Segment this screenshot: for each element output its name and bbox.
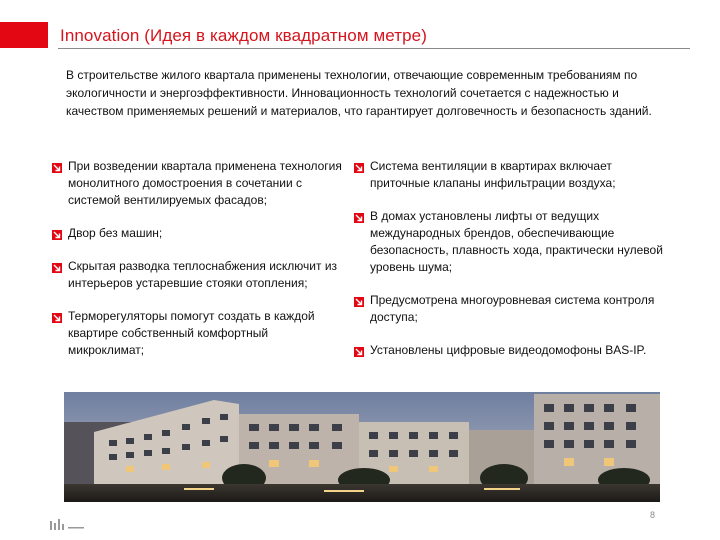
page-title: Innovation (Идея в каждом квадратном метре) — [60, 26, 427, 45]
title-divider — [58, 48, 690, 49]
arrow-down-right-icon — [52, 313, 62, 323]
arrow-down-right-icon — [52, 263, 62, 273]
intro-paragraph: В строительстве жилого квартала применены технологии, отвечающие современным требованиям по экологичности и энергоэффективности. Инновационность технологий сочетается с надежностью и качеством применяемых решений и материалов, что гарантирует долговечность и безопасность зданий. — [66, 68, 652, 118]
bullet-item — [354, 292, 664, 326]
bullet-text: В домах установлены лифты от ведущих международных брендов, обеспечивающие безопасность, плавность хода, практически нулевой уровень шума; — [370, 209, 663, 274]
arrow-down-right-icon — [354, 163, 364, 173]
bullet-item — [52, 308, 344, 359]
left-bullet-list — [52, 158, 344, 375]
bullet-item — [52, 225, 344, 242]
bullet-text: Двор без машин; — [68, 226, 163, 240]
building-photo — [64, 392, 660, 502]
header-accent-bar — [0, 22, 48, 48]
bullet-item — [354, 208, 664, 276]
bullet-text: Терморегуляторы помогут создать в каждой квартире собственный комфортный микроклимат; — [68, 309, 315, 357]
page-number: 8 — [650, 510, 656, 520]
bullet-item — [354, 158, 664, 192]
bullet-item — [354, 342, 664, 359]
bullet-text: При возведении квартала применена технология монолитного домостроения в сочетании с системой вентилируемых фасадов; — [68, 159, 342, 207]
bullet-text: Установлены цифровые видеодомофоны BAS-IP. — [370, 343, 647, 357]
bullet-item — [52, 258, 344, 292]
arrow-down-right-icon — [52, 230, 62, 240]
bullet-text: Скрытая разводка теплоснабжения исключит из интерьеров устаревшие стояки отопления; — [68, 259, 338, 290]
bullet-text: Предусмотрена многоуровневая система контроля доступа; — [370, 293, 655, 324]
company-logo — [48, 518, 88, 532]
arrow-down-right-icon — [354, 213, 364, 223]
right-bullet-list — [354, 158, 664, 375]
bullet-item — [52, 158, 344, 209]
arrow-down-right-icon — [52, 163, 62, 173]
arrow-down-right-icon — [354, 347, 364, 357]
bullet-text: Система вентиляции в квартирах включает приточные клапаны инфильтрации воздуха; — [370, 159, 616, 190]
arrow-down-right-icon — [354, 297, 364, 307]
